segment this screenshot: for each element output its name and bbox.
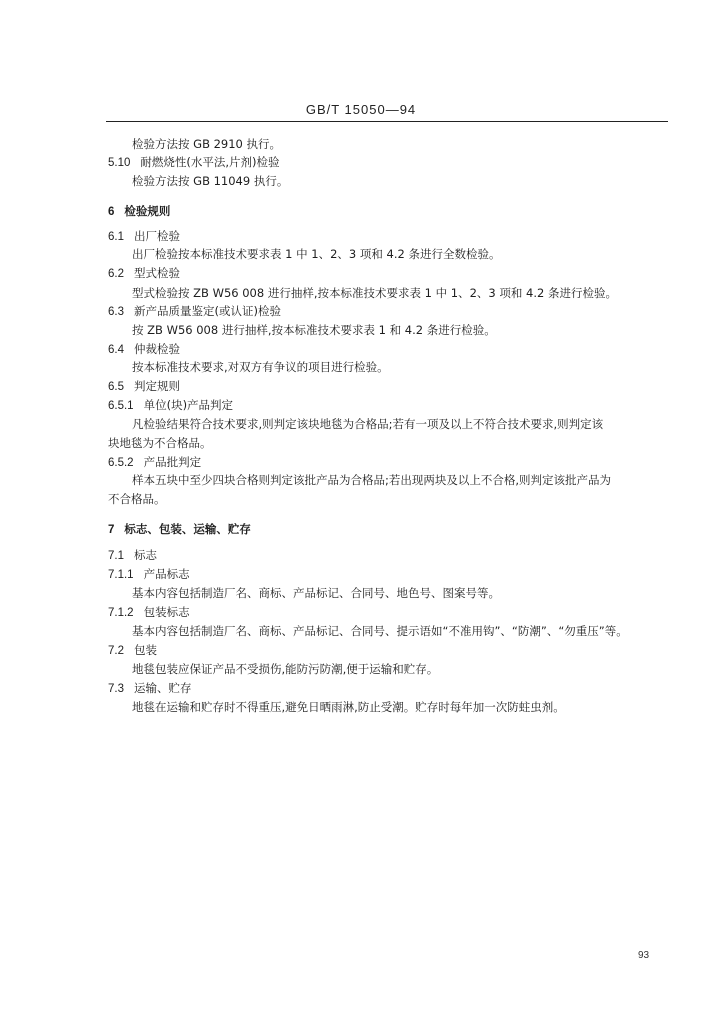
line-text: 检验方法按 GB 11049 执行。 — [132, 174, 289, 188]
clause-title: 产品标志 — [143, 567, 190, 581]
clause-title: 型式检验 — [134, 266, 180, 280]
clause-number: 6.3 — [108, 306, 124, 318]
standard-code-header: GB/T 15050—94 — [305, 102, 417, 117]
body-line — [132, 662, 438, 676]
clause-number: 7.3 — [108, 683, 124, 695]
clause-number: 7.1.1 — [108, 569, 134, 581]
line-text: 检验方法按 GB 2910 执行。 — [132, 137, 282, 151]
clause-title: 产品批判定 — [143, 455, 202, 469]
clause-number: 6.5 — [108, 381, 124, 393]
line-text: 基本内容包括制造厂名、商标、产品标记、合同号、提示语如“不准用钩”、“防潮”、“勿重压”等。 — [132, 624, 628, 638]
clause-title: 标志 — [134, 548, 157, 562]
section-heading — [108, 204, 170, 219]
section-number: 7 — [108, 524, 115, 536]
clause-title: 包装标志 — [143, 605, 190, 619]
clause-heading — [108, 229, 180, 244]
body-line — [132, 624, 628, 638]
line-text: 不合格品。 — [108, 492, 166, 506]
clause-number: 5.10 — [108, 157, 131, 169]
clause-number: 7.1 — [108, 550, 124, 562]
body-line — [132, 586, 500, 600]
body-line — [132, 286, 617, 300]
body-line — [132, 247, 501, 261]
clause-number: 6.2 — [108, 268, 124, 280]
line-text: 出厂检验按本标准技术要求表 1 中 1、2、3 项和 4.2 条进行全数检验。 — [132, 247, 501, 261]
line-text: 按本标准技术要求,对双方有争议的项目进行检验。 — [132, 360, 389, 374]
clause-heading — [108, 455, 201, 470]
clause-number: 6.5.1 — [108, 400, 134, 412]
clause-heading — [108, 379, 180, 394]
line-text: 样本五块中至少四块合格则判定该批产品为合格品;若出现两块及以上不合格,则判定该批产品为 — [132, 473, 612, 487]
line-text: 地毯在运输和贮存时不得重压,避免日晒雨淋,防止受潮。贮存时每年加一次防蛀虫剂。 — [132, 700, 565, 714]
line-text: 型式检验按 ZB W56 008 进行抽样,按本标准技术要求表 1 中 1、2、3 项和 4.2 条进行检验。 — [132, 286, 617, 300]
clause-title: 运输、贮存 — [134, 681, 192, 695]
clause-number: 7.1.2 — [108, 607, 134, 619]
body-line — [132, 323, 496, 337]
clause-title: 耐燃烧性(水平法,片剂)检验 — [140, 155, 280, 169]
page-number: 93 — [638, 950, 650, 961]
clause-title: 单位(块)产品判定 — [143, 398, 234, 412]
body-line — [132, 174, 288, 188]
clause-title: 包装 — [134, 643, 157, 657]
header-rule — [106, 121, 668, 122]
clause-number: 6.4 — [108, 344, 124, 356]
clause-number: 6.1 — [108, 231, 124, 243]
line-text: 按 ZB W56 008 进行抽样,按本标准技术要求表 1 和 4.2 条进行检验。 — [132, 323, 496, 337]
body-line — [132, 417, 603, 431]
body-line — [132, 360, 389, 374]
line-text: 凡检验结果符合技术要求,则判定该块地毯为合格品;若有一项及以上不符合技术要求,则判定该 — [132, 417, 604, 431]
clause-heading — [108, 304, 281, 319]
body-line — [132, 473, 611, 487]
section-title: 标志、包装、运输、贮存 — [124, 522, 251, 536]
body-line — [108, 492, 166, 506]
body-line — [132, 137, 281, 151]
line-text: 块地毯为不合格品。 — [108, 436, 212, 450]
clause-title: 仲裁检验 — [134, 342, 180, 356]
clause-heading — [108, 567, 190, 582]
section-heading — [108, 522, 251, 537]
clause-title: 出厂检验 — [134, 229, 180, 243]
clause-heading — [108, 266, 180, 281]
clause-number: 6.5.2 — [108, 457, 134, 469]
clause-heading — [108, 643, 157, 658]
body-line — [108, 436, 212, 450]
clause-number: 7.2 — [108, 645, 124, 657]
clause-heading — [108, 398, 233, 413]
clause-heading — [108, 548, 157, 563]
line-text: 地毯包装应保证产品不受损伤,能防污防潮,便于运输和贮存。 — [132, 662, 439, 676]
clause-heading — [108, 155, 280, 170]
clause-heading — [108, 681, 192, 696]
body-line — [132, 700, 565, 714]
clause-title: 新产品质量鉴定(或认证)检验 — [134, 304, 281, 318]
clause-heading — [108, 605, 190, 620]
section-title: 检验规则 — [124, 204, 171, 218]
clause-title: 判定规则 — [134, 379, 180, 393]
line-text: 基本内容包括制造厂名、商标、产品标记、合同号、地色号、图案号等。 — [132, 586, 500, 600]
section-number: 6 — [108, 206, 115, 218]
clause-heading — [108, 342, 180, 357]
